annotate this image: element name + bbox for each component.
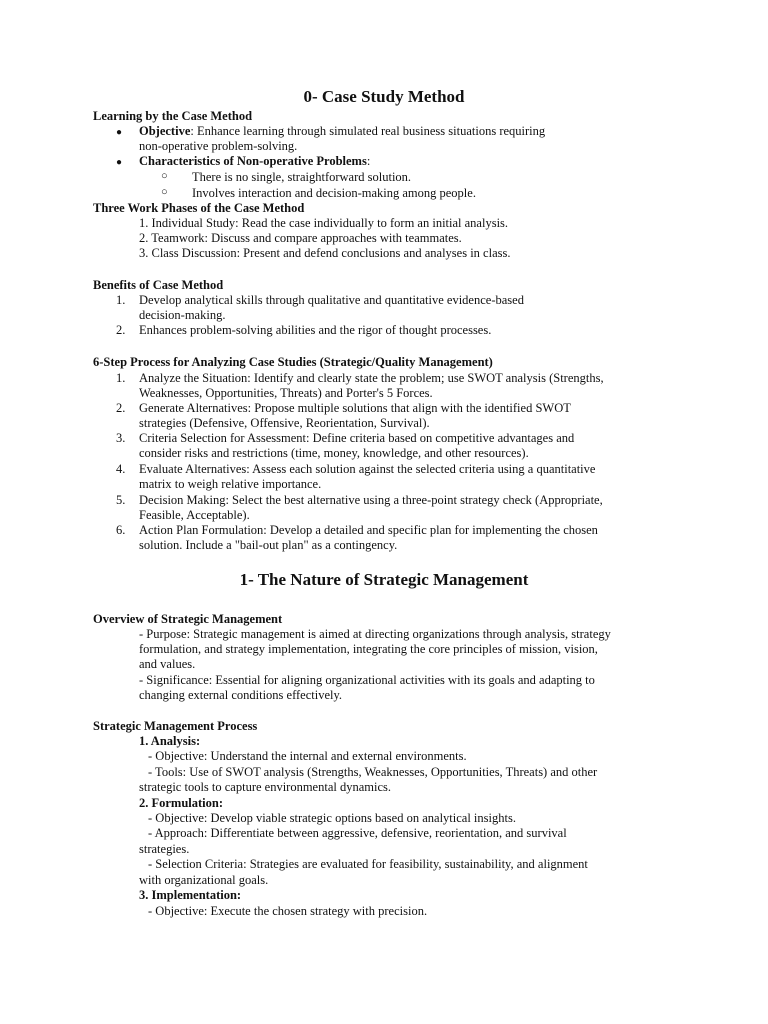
purpose-text: formulation, and strategy implementation, integrating the core principles of mission, vision, — [139, 642, 598, 656]
section-0-title: 0- Case Study Method — [303, 87, 465, 106]
list-number: 3. — [116, 431, 126, 445]
list-number: 5. — [116, 493, 126, 507]
formulation-selection: - Selection Criteria: Strategies are evaluated for feasibility, sustainability, and alignment — [148, 857, 588, 871]
objective-line — [139, 124, 545, 139]
characteristics-line: Characteristics of Non-operative Problems: — [139, 154, 371, 168]
learning-heading: Learning by the Case Method — [93, 109, 253, 123]
step-item-cont: strategies (Defensive, Offensive, Reorientation, Survival). — [139, 416, 430, 430]
characteristics-label: Characteristics of Non-operative Problems — [139, 154, 367, 168]
benefit-item-cont: decision-making. — [139, 308, 226, 322]
step-item: Action Plan Formulation: Develop a detailed and specific plan for implementing the chosen — [139, 523, 598, 537]
step-item-cont: matrix to weigh relative importance. — [139, 477, 322, 491]
step-item: Analyze the Situation: Identify and clearly state the problem; use SWOT analysis (Strengths, — [139, 371, 604, 385]
list-number: 4. — [116, 462, 126, 476]
analysis-heading: 1. Analysis: — [139, 734, 201, 748]
analysis-objective: - Objective: Understand the internal and external environments. — [148, 749, 467, 763]
characteristic-item: Involves interaction and decision-making among people. — [192, 186, 476, 200]
section-1-title: 1- The Nature of Strategic Management — [239, 570, 529, 589]
benefit-item: Enhances problem-solving abilities and the rigor of thought processes. — [139, 323, 492, 337]
objective-line-2: non-operative problem-solving. — [139, 139, 298, 153]
phase-item: 2. Teamwork: Discuss and compare approaches with teammates. — [139, 231, 462, 245]
formulation-objective: - Objective: Develop viable strategic options based on analytical insights. — [148, 811, 516, 825]
significance-text: - Significance: Essential for aligning organizational activities with its goals and adapting to — [139, 673, 595, 687]
step-item: Criteria Selection for Assessment: Define criteria based on competitive advantages and — [139, 431, 575, 445]
objective-label: Objective — [139, 124, 191, 138]
significance-text: changing external conditions effectively. — [139, 688, 343, 702]
list-number: 6. — [116, 523, 126, 537]
purpose-text: and values. — [139, 657, 196, 671]
bullet-icon: ● — [116, 127, 123, 138]
phase-item: 3. Class Discussion: Present and defend conclusions and analyses in class. — [139, 246, 511, 260]
formulation-selection-cont: with organizational goals. — [139, 873, 269, 887]
phases-heading: Three Work Phases of the Case Method — [93, 201, 305, 215]
list-number: 1. — [116, 293, 126, 307]
step-item-cont: Weaknesses, Opportunities, Threats) and Porter's 5 Forces. — [139, 386, 433, 400]
objective-text: : Enhance learning through simulated real business situations requiring — [190, 124, 546, 138]
list-number: 1. — [116, 371, 126, 385]
step-item: Decision Making: Select the best alternative using a three-point strategy check (Appropriate, — [139, 493, 603, 507]
purpose-text: - Purpose: Strategic management is aimed at directing organizations through analysis, strategy — [139, 627, 611, 641]
formulation-approach-cont: strategies. — [139, 842, 190, 856]
step-item: Evaluate Alternatives: Assess each solution against the selected criteria using a quantitative — [139, 462, 596, 476]
circle-bullet-icon: ○ — [161, 186, 168, 198]
overview-heading: Overview of Strategic Management — [93, 612, 283, 626]
process-heading: Strategic Management Process — [93, 719, 258, 733]
formulation-heading: 2. Formulation: — [139, 796, 224, 810]
list-number: 2. — [116, 401, 126, 415]
bullet-icon: ● — [116, 157, 123, 168]
list-number: 2. — [116, 323, 126, 337]
analysis-tools: - Tools: Use of SWOT analysis (Strengths, Weaknesses, Opportunities, Threats) and other — [148, 765, 598, 779]
circle-bullet-icon: ○ — [161, 170, 168, 182]
implementation-heading: 3. Implementation: — [139, 888, 242, 902]
characteristic-item: There is no single, straightforward solution. — [192, 170, 412, 184]
steps-heading: 6-Step Process for Analyzing Case Studies (Strategic/Quality Management) — [93, 355, 493, 369]
step-item-cont: Feasible, Acceptable). — [139, 508, 250, 522]
step-item: Generate Alternatives: Propose multiple solutions that align with the identified SWOT — [139, 401, 571, 415]
step-item-cont: consider risks and restrictions (time, money, knowledge, and other resources). — [139, 446, 529, 460]
phase-item: 1. Individual Study: Read the case individually to form an initial analysis. — [139, 216, 509, 230]
step-item-cont: solution. Include a "bail-out plan" as a contingency. — [139, 538, 398, 552]
analysis-tools-cont: strategic tools to capture environmental dynamics. — [139, 780, 392, 794]
benefits-heading: Benefits of Case Method — [93, 278, 224, 292]
formulation-approach: - Approach: Differentiate between aggressive, defensive, reorientation, and survival — [148, 826, 567, 840]
benefit-item: Develop analytical skills through qualitative and quantitative evidence-based — [139, 293, 524, 307]
implementation-objective: - Objective: Execute the chosen strategy with precision. — [148, 904, 428, 918]
